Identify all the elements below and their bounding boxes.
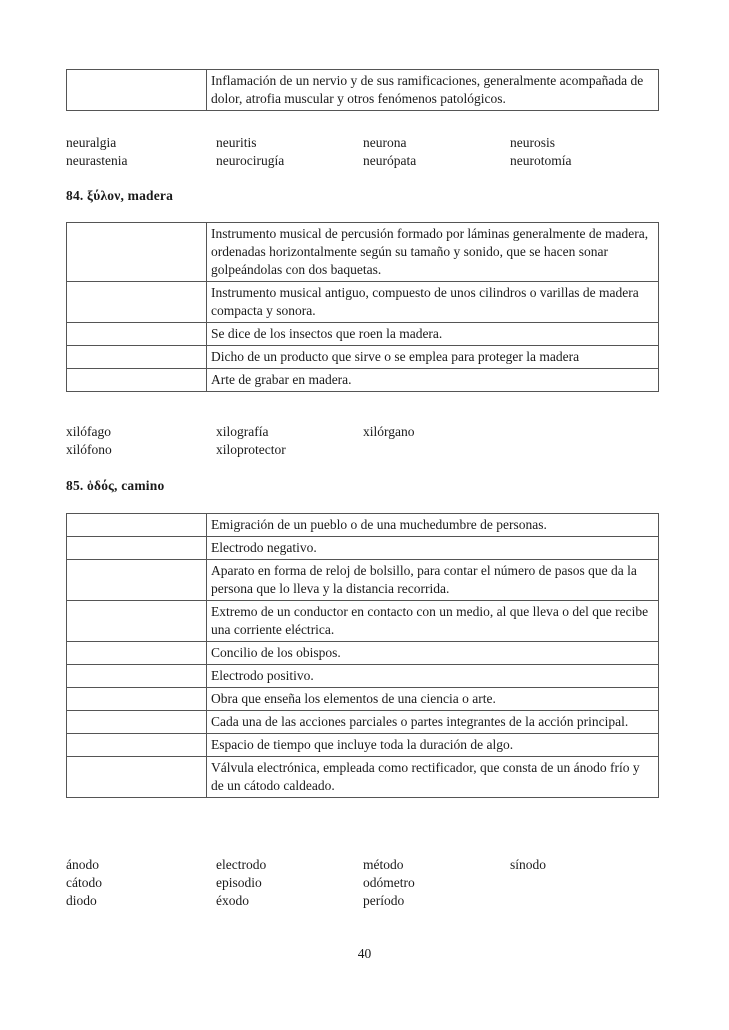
answer-cell (67, 514, 207, 537)
word: xiloprotector (216, 442, 286, 457)
word: neurotomía (510, 153, 572, 168)
table-row (67, 642, 659, 665)
word: neurastenia (66, 153, 128, 168)
definition-table-neuro (66, 69, 659, 111)
table-row (67, 223, 659, 282)
table-row (67, 711, 659, 734)
word: xilórgano (363, 424, 415, 439)
word: electrodo (216, 857, 267, 872)
word: odómetro (363, 875, 415, 890)
definition-cell: Instrumento musical de percusión formado por láminas generalmente de madera, ordenadas horizontalmente según su tamaño y sonido, que se hacen sonar golpeándolas con dos baquetas. (207, 223, 659, 282)
word: xilófago (66, 424, 111, 439)
answer-cell (67, 688, 207, 711)
word: neurópata (363, 153, 417, 168)
word: cátodo (66, 875, 102, 890)
answer-cell (67, 223, 207, 282)
answer-cell (67, 665, 207, 688)
table-row (67, 757, 659, 798)
table-row (67, 369, 659, 392)
definition-cell: Instrumento musical antiguo, compuesto de unos cilindros o varillas de madera compacta y sonora. (207, 282, 659, 323)
word-row (66, 441, 630, 459)
definition-cell: Arte de grabar en madera. (207, 369, 659, 392)
table-row (67, 688, 659, 711)
definition-cell: Extremo de un conductor en contacto con un medio, al que lleva o del que recibe una corriente eléctrica. (207, 601, 659, 642)
word: xilófono (66, 442, 112, 457)
definition-cell: Espacio de tiempo que incluye toda la duración de algo. (207, 734, 659, 757)
definition-cell: Inflamación de un nervio y de sus ramificaciones, generalmente acompañada de dolor, atrofia muscular y otros fenómenos patológicos. (207, 70, 659, 111)
word: episodio (216, 875, 262, 890)
word-row (66, 874, 630, 892)
answer-cell (67, 537, 207, 560)
definition-cell: Válvula electrónica, empleada como rectificador, que consta de un ánodo frío y de un cátodo caldeado. (207, 757, 659, 798)
word-list-neuro (66, 134, 630, 170)
word: período (363, 893, 405, 908)
word: neurocirugía (216, 153, 285, 168)
answer-cell (67, 734, 207, 757)
answer-cell (67, 711, 207, 734)
table-row (67, 601, 659, 642)
word: neurona (363, 135, 407, 150)
table-row (67, 70, 659, 111)
word: xilografía (216, 424, 269, 439)
table-row (67, 282, 659, 323)
answer-cell (67, 346, 207, 369)
word-list-84 (66, 423, 630, 459)
word-row (66, 856, 630, 874)
answer-cell (67, 560, 207, 601)
table-row (67, 537, 659, 560)
definition-cell: Concilio de los obispos. (207, 642, 659, 665)
definition-cell: Emigración de un pueblo o de una muchedumbre de personas. (207, 514, 659, 537)
word: neuralgia (66, 135, 117, 150)
word: neurosis (510, 135, 555, 150)
word-row (66, 423, 630, 441)
page-number: 40 (357, 946, 372, 961)
definition-cell: Obra que enseña los elementos de una ciencia o arte. (207, 688, 659, 711)
table-row (67, 560, 659, 601)
answer-cell (67, 323, 207, 346)
section-heading-84: 84. ξύλον, madera (66, 188, 174, 203)
definition-cell: Se dice de los insectos que roen la madera. (207, 323, 659, 346)
answer-cell (67, 601, 207, 642)
definition-table-84 (66, 222, 659, 392)
table-row (67, 734, 659, 757)
word: diodo (66, 893, 97, 908)
table-row (67, 665, 659, 688)
definition-cell: Electrodo negativo. (207, 537, 659, 560)
word: método (363, 857, 404, 872)
section-heading-85: 85. ὁδός, camino (66, 478, 165, 493)
word: neuritis (216, 135, 257, 150)
answer-cell (67, 282, 207, 323)
word-row (66, 152, 630, 170)
answer-cell (67, 642, 207, 665)
definition-table-85 (66, 513, 659, 798)
word: éxodo (216, 893, 249, 908)
answer-cell (67, 369, 207, 392)
word-row (66, 134, 630, 152)
definition-cell: Cada una de las acciones parciales o partes integrantes de la acción principal. (207, 711, 659, 734)
answer-cell (67, 70, 207, 111)
table-row (67, 323, 659, 346)
table-row (67, 346, 659, 369)
definition-cell: Aparato en forma de reloj de bolsillo, para contar el número de pasos que da la persona que lo lleva y la distancia recorrida. (207, 560, 659, 601)
word-row (66, 892, 630, 910)
definition-cell: Dicho de un producto que sirve o se emplea para proteger la madera (207, 346, 659, 369)
answer-cell (67, 757, 207, 798)
word: sínodo (510, 857, 547, 872)
word-list-85 (66, 856, 630, 910)
word: ánodo (66, 857, 99, 872)
definition-cell: Electrodo positivo. (207, 665, 659, 688)
table-row (67, 514, 659, 537)
